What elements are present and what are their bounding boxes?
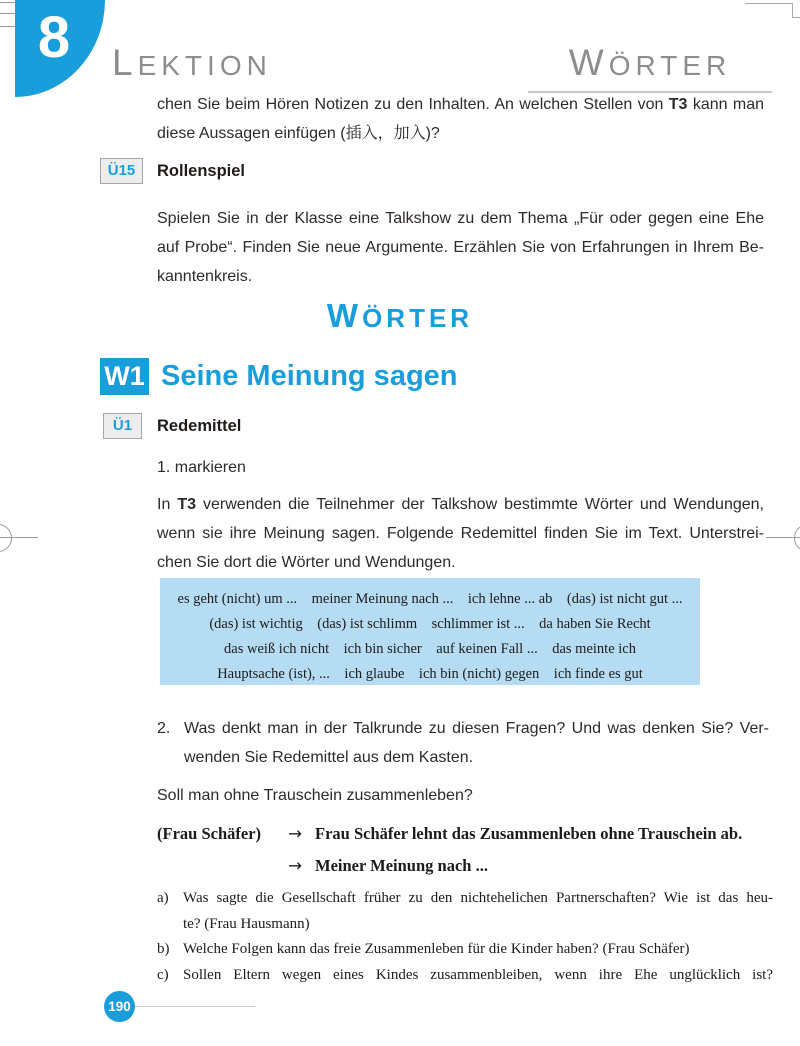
- example-row-1: [157, 818, 769, 850]
- crop-mark-top-right-1: [745, 3, 793, 4]
- question-item-b: [157, 937, 773, 963]
- footer-rule: [135, 1006, 255, 1007]
- crop-mark-top-right-2: [792, 3, 793, 18]
- question-list: [157, 886, 773, 988]
- question-item-c: [157, 963, 773, 989]
- lesson-label: LEKTION: [112, 42, 272, 83]
- step1-paragraph: [157, 490, 764, 577]
- step1-line1-post: verwenden die Teilnehmer der Talkshow bestimmte Wörter und Wendungen,: [196, 496, 764, 513]
- example-block: [157, 818, 769, 882]
- page-number-badge: 190: [104, 991, 135, 1022]
- arrow-right-icon: →: [288, 824, 302, 843]
- question-marker-b: b): [157, 941, 170, 957]
- question-body-b: Welche Folgen kann das freie Zusammenleben für die Kinder haben? (Frau Schäfer): [183, 941, 690, 957]
- example-row-2: [157, 850, 769, 882]
- exercise-badge-u1: Ü1: [103, 413, 142, 439]
- intro-paragraph: [157, 90, 764, 148]
- u15-paragraph: Spielen Sie in der Klasse eine Talkshow zu dem Thema „Für oder gegen eine Ehe auf Probe“. Finden Sie neue Argumente. Erzählen Sie von Erfahrungen in Ihrem Be- kanntenkreis.: [157, 210, 764, 285]
- lesson-number-leaf-shape: [15, 0, 105, 97]
- question-body-c: Sollen Eltern wegen eines Kindes zusammenbleiben, wenn ihre Ehe unglücklich ist?: [183, 966, 773, 983]
- question-marker-a: a): [157, 890, 169, 906]
- section-heading-text: WÖRTER: [326, 297, 474, 334]
- intro-line1-post: kann man: [687, 96, 764, 113]
- intro-line2: diese Aussagen einfügen (插入，加入)?: [157, 125, 440, 142]
- step1-heading: 1. markieren: [157, 459, 246, 476]
- step1-line3: chen Sie dort die Wörter und Wendungen.: [157, 554, 456, 571]
- question-item-a: [157, 886, 773, 937]
- example-speaker: (Frau Schäfer): [157, 824, 262, 843]
- arrow-right-icon: →: [288, 856, 302, 875]
- registration-mark-right-icon: [794, 524, 800, 552]
- example-speaker-empty: [157, 850, 275, 882]
- question-marker-c: c): [157, 966, 169, 983]
- step1-line1-bold-t3: T3: [177, 496, 196, 513]
- registration-line-right: [766, 537, 800, 538]
- lesson-number: 8: [37, 5, 71, 70]
- intro-line1-pre: chen Sie beim Hören Notizen zu den Inhalten. An welchen Stellen von: [157, 96, 669, 113]
- step2-body: Was denkt man in der Talkrunde zu diesen Fragen? Und was denken Sie? Ver- wenden Sie Redemittel aus dem Kasten.: [184, 720, 769, 766]
- exercise-title-rollenspiel: Rollenspiel: [157, 162, 246, 180]
- w1-badge: W1: [100, 358, 149, 395]
- registration-line-left: [0, 537, 38, 538]
- intro-line1-bold-t3: T3: [668, 96, 688, 113]
- step2-question: Soll man ohne Trauschein zusammenleben?: [157, 787, 473, 804]
- step1-line1-pre: In: [157, 496, 178, 513]
- question-body-a: Was sagte die Gesellschaft früher zu den nichtehelichen Partnerschaften? Wie ist das heu- te? (Frau Hausmann): [183, 890, 773, 932]
- w1-title: Seine Meinung sagen: [161, 360, 458, 392]
- step2-marker: 2.: [157, 720, 171, 737]
- crop-mark-top-right-3: [792, 17, 800, 18]
- example-answer-1: Frau Schäfer lehnt das Zusammenleben ohne Trauschein ab.: [315, 824, 743, 843]
- step1-line2: wenn sie ihre Meinung sagen. Folgende Redemittel finden Sie im Text. Unterstrei-: [157, 525, 764, 542]
- running-head-section-label: WÖRTER: [528, 44, 772, 93]
- step2-paragraph: [157, 714, 769, 772]
- exercise-title-redemittel: Redemittel: [157, 417, 242, 435]
- section-heading-woerter: [0, 299, 800, 332]
- example-answer-2: Meiner Meinung nach ...: [315, 856, 488, 875]
- registration-mark-left-icon: [0, 524, 12, 552]
- redemittel-phrase-box: es geht (nicht) um ... meiner Meinung nach ... ich lehne ... ab (das) ist nicht gut ... (das) ist wichtig (das) ist schlimm schlimmer ist ... da haben Sie Recht das weiß ich nicht ich bin sicher auf keinen Fall ... das meinte ich Hauptsache (ist), ... ich glaube ich bin (nicht) gegen ich finde es gut: [160, 578, 700, 685]
- exercise-badge-u15: Ü15: [100, 158, 143, 184]
